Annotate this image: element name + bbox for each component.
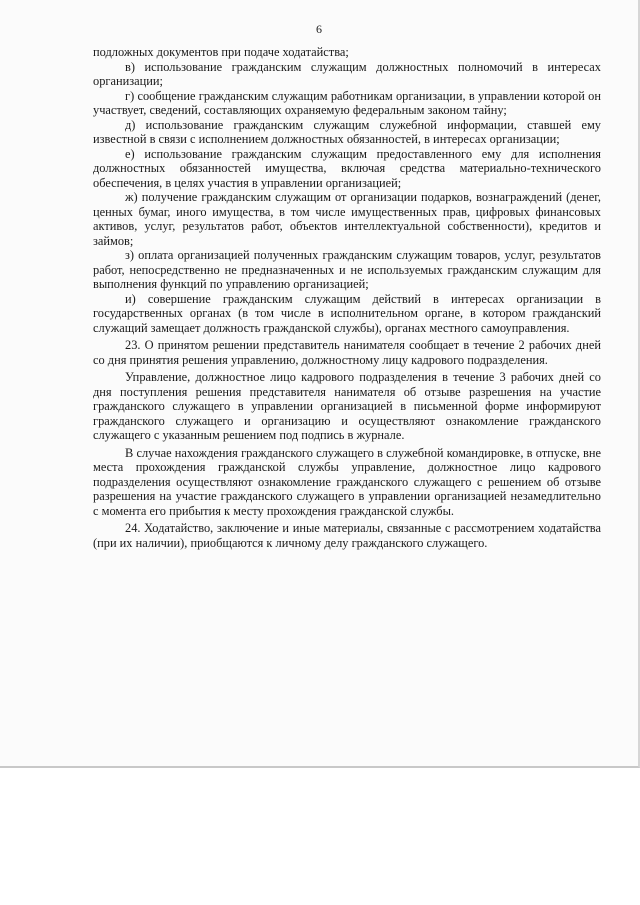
paragraph-notification: Управление, должностное лицо кадрового подразделения в течение 3 рабочих дней со дня поступления решения представителя нанимателя об отзыве разрешения на участие гражданского служащего в управлении организацией в письменной форме информируют гражданского служащего и организацию и осуществляют ознакомление гражданского служащего с указанным решением под подпись в журнале. <box>93 370 601 442</box>
paragraph-item-e: е) использование гражданским служащим предоставленного ему для исполнения должностных обязанностей имущества, включая средства материально-технического обеспечения, в целях участия в управлении организацией; <box>93 146 601 190</box>
paragraph-item-i: и) совершение гражданским служащим действий в интересах организации в государственных органах (в том числе в исполнительном органе, в котором гражданский служащий замещает должность гражданской службы), органах местного самоуправления. <box>93 291 601 335</box>
paragraph-item-zh: ж) получение гражданским служащим от организации подарков, вознаграждений (денег, ценных бумаг, иного имущества, в том числе имущественных прав, цифровых финансовых активов, услуг, результатов работ, объектов интеллектуальной собственности), кредитов и займов; <box>93 190 601 248</box>
paragraph-item-d: д) использование гражданским служащим служебной информации, ставшей ему известной в связи с исполнением должностных обязанностей, в интересах организации; <box>93 117 601 146</box>
paragraph-continuation: подложных документов при подаче ходатайства; <box>93 45 349 59</box>
paragraph-item-v: в) использование гражданским служащим должностных полномочий в интересах организации; <box>93 59 601 88</box>
page-number: 6 <box>316 22 322 36</box>
paragraph-item-z: з) оплата организацией полученных гражданским служащим товаров, услуг, результатов работ, непосредственно не предназначенных и не используемых гражданским служащим для выполнения функций по управлению организацией; <box>93 248 601 291</box>
paragraph-24: 24. Ходатайство, заключение и иные материалы, связанные с рассмотрением ходатайства (при их наличии), приобщаются к личному делу гражданского служащего. <box>93 521 601 550</box>
document-body <box>93 45 601 550</box>
paragraph-business-trip: В случае нахождения гражданского служащего в служебной командировке, в отпуске, вне места прохождения гражданской службы управление, должностное лицо кадрового подразделения осуществляют ознакомление гражданского служащего с решением об отзыве разрешения на участие гражданского служащего в управлении организацией незамедлительно с момента его прибытия к месту прохождения гражданской службы. <box>93 445 601 518</box>
paragraph-23: 23. О принятом решении представитель нанимателя сообщает в течение 2 рабочих дней со дня принятия решения управлению, должностному лицу кадрового подразделения. <box>93 338 601 367</box>
paragraph-item-g: г) сообщение гражданским служащим работникам организации, в управлении которой он участвует, сведений, составляющих охраняемую федеральным законом тайну; <box>93 88 601 117</box>
